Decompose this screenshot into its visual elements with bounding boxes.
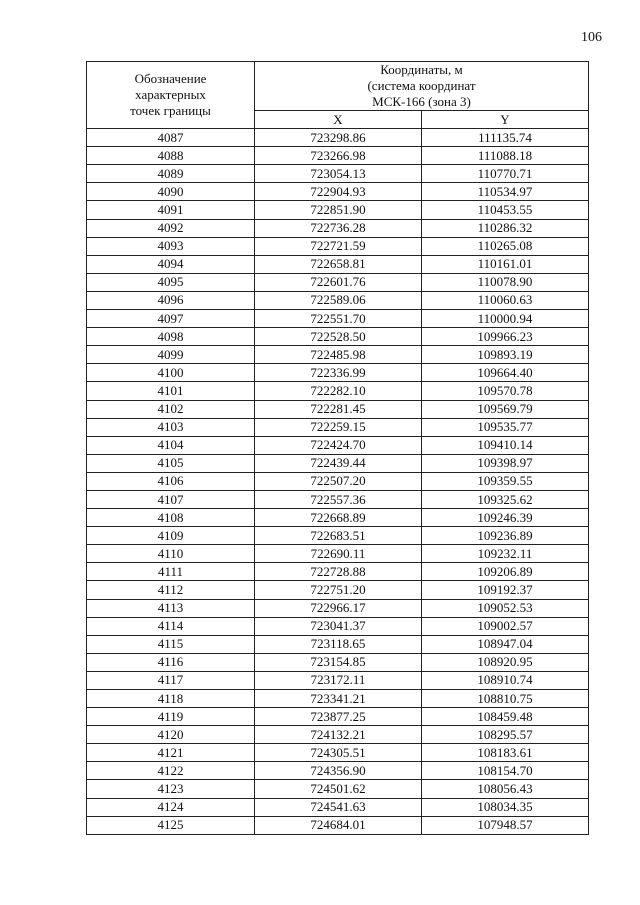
table-row [87, 798, 589, 816]
point-id-cell: 4118 [87, 690, 255, 708]
y-coordinate-cell: 109893.19 [422, 346, 589, 364]
x-coordinate-cell: 722601.76 [255, 273, 422, 291]
point-id-cell: 4089 [87, 165, 255, 183]
y-coordinate-cell: 109966.23 [422, 328, 589, 346]
table-row [87, 635, 589, 653]
point-id-cell: 4107 [87, 490, 255, 508]
x-coordinate-cell: 722336.99 [255, 364, 422, 382]
point-id-cell: 4125 [87, 816, 255, 834]
y-coordinate-cell: 110060.63 [422, 291, 589, 309]
x-coordinate-cell: 722282.10 [255, 382, 422, 400]
y-coordinate-cell: 111088.18 [422, 147, 589, 165]
table-row [87, 472, 589, 490]
x-coordinate-cell: 722658.81 [255, 255, 422, 273]
point-id-cell: 4103 [87, 418, 255, 436]
y-coordinate-cell: 108910.74 [422, 671, 589, 689]
point-id-cell: 4124 [87, 798, 255, 816]
point-id-cell: 4097 [87, 310, 255, 328]
y-coordinate-cell: 110265.08 [422, 237, 589, 255]
point-id-cell: 4120 [87, 726, 255, 744]
y-coordinate-cell: 109325.62 [422, 490, 589, 508]
point-designation-header-text: Обозначение характерных точек границы [130, 71, 211, 119]
point-id-cell: 4114 [87, 617, 255, 635]
point-id-cell: 4104 [87, 436, 255, 454]
table-row [87, 653, 589, 671]
y-coordinate-cell: 108056.43 [422, 780, 589, 798]
table-row [87, 545, 589, 563]
y-coordinate-cell: 108154.70 [422, 762, 589, 780]
point-id-cell: 4112 [87, 581, 255, 599]
table-row [87, 816, 589, 834]
x-coordinate-cell: 723118.65 [255, 635, 422, 653]
y-coordinate-cell: 108459.48 [422, 708, 589, 726]
y-coordinate-cell: 109570.78 [422, 382, 589, 400]
table-row [87, 726, 589, 744]
y-coordinate-cell: 109398.97 [422, 454, 589, 472]
table-row [87, 599, 589, 617]
y-coordinate-cell: 109359.55 [422, 472, 589, 490]
y-coordinate-cell: 110770.71 [422, 165, 589, 183]
x-coordinate-cell: 724132.21 [255, 726, 422, 744]
table-row [87, 762, 589, 780]
x-coordinate-cell: 723041.37 [255, 617, 422, 635]
x-coordinate-cell: 722851.90 [255, 201, 422, 219]
table-row [87, 527, 589, 545]
x-coordinate-cell: 723172.11 [255, 671, 422, 689]
table-row [87, 454, 589, 472]
point-id-cell: 4100 [87, 364, 255, 382]
point-id-cell: 4116 [87, 653, 255, 671]
point-id-cell: 4123 [87, 780, 255, 798]
table-row [87, 690, 589, 708]
table-row [87, 708, 589, 726]
y-coordinate-cell: 108920.95 [422, 653, 589, 671]
y-coordinate-cell: 108034.35 [422, 798, 589, 816]
x-column-header: X [255, 111, 422, 129]
x-coordinate-cell: 722751.20 [255, 581, 422, 599]
point-id-cell: 4119 [87, 708, 255, 726]
table-row [87, 617, 589, 635]
y-column-header: Y [422, 111, 589, 129]
point-id-cell: 4087 [87, 129, 255, 147]
point-id-cell: 4093 [87, 237, 255, 255]
x-coordinate-cell: 722728.88 [255, 563, 422, 581]
x-coordinate-cell: 722683.51 [255, 527, 422, 545]
point-id-cell: 4095 [87, 273, 255, 291]
point-id-cell: 4110 [87, 545, 255, 563]
point-id-cell: 4109 [87, 527, 255, 545]
table-row [87, 328, 589, 346]
y-coordinate-cell: 110453.55 [422, 201, 589, 219]
point-id-cell: 4113 [87, 599, 255, 617]
x-coordinate-cell: 723154.85 [255, 653, 422, 671]
y-coordinate-cell: 108295.57 [422, 726, 589, 744]
y-coordinate-cell: 109002.57 [422, 617, 589, 635]
table-row [87, 346, 589, 364]
point-id-cell: 4099 [87, 346, 255, 364]
point-id-cell: 4091 [87, 201, 255, 219]
y-coordinate-cell: 109232.11 [422, 545, 589, 563]
x-coordinate-cell: 722690.11 [255, 545, 422, 563]
point-id-cell: 4102 [87, 400, 255, 418]
table-row [87, 183, 589, 201]
table-row [87, 581, 589, 599]
point-id-cell: 4105 [87, 454, 255, 472]
table-row [87, 436, 589, 454]
x-coordinate-cell: 722966.17 [255, 599, 422, 617]
point-id-cell: 4111 [87, 563, 255, 581]
table-header [87, 62, 589, 129]
table-body [87, 129, 589, 835]
table-row [87, 147, 589, 165]
x-coordinate-cell: 723054.13 [255, 165, 422, 183]
table-row [87, 201, 589, 219]
table-row [87, 364, 589, 382]
y-coordinate-cell: 109535.77 [422, 418, 589, 436]
x-coordinate-cell: 722528.50 [255, 328, 422, 346]
y-coordinate-cell: 109206.89 [422, 563, 589, 581]
y-coordinate-cell: 109569.79 [422, 400, 589, 418]
table-row [87, 310, 589, 328]
table-row [87, 165, 589, 183]
y-coordinate-cell: 110286.32 [422, 219, 589, 237]
x-coordinate-cell: 722485.98 [255, 346, 422, 364]
table-row [87, 255, 589, 273]
x-coordinate-cell: 723266.98 [255, 147, 422, 165]
point-id-cell: 4117 [87, 671, 255, 689]
y-coordinate-cell: 108947.04 [422, 635, 589, 653]
x-coordinate-cell: 724356.90 [255, 762, 422, 780]
table-row [87, 237, 589, 255]
table-row [87, 291, 589, 309]
table-row [87, 273, 589, 291]
x-coordinate-cell: 722259.15 [255, 418, 422, 436]
table-row [87, 219, 589, 237]
x-coordinate-cell: 724684.01 [255, 816, 422, 834]
y-coordinate-cell: 110534.97 [422, 183, 589, 201]
x-coordinate-cell: 723298.86 [255, 129, 422, 147]
x-coordinate-cell: 722424.70 [255, 436, 422, 454]
x-coordinate-cell: 722439.44 [255, 454, 422, 472]
x-coordinate-cell: 723877.25 [255, 708, 422, 726]
x-coordinate-cell: 722589.06 [255, 291, 422, 309]
point-id-cell: 4088 [87, 147, 255, 165]
x-coordinate-cell: 722904.93 [255, 183, 422, 201]
x-coordinate-cell: 722281.45 [255, 400, 422, 418]
y-coordinate-cell: 109246.39 [422, 509, 589, 527]
x-coordinate-cell: 722736.28 [255, 219, 422, 237]
x-coordinate-cell: 722507.20 [255, 472, 422, 490]
table-row [87, 563, 589, 581]
point-id-cell: 4115 [87, 635, 255, 653]
table-row [87, 382, 589, 400]
y-coordinate-cell: 107948.57 [422, 816, 589, 834]
x-coordinate-cell: 722721.59 [255, 237, 422, 255]
table-row [87, 744, 589, 762]
point-id-cell: 4090 [87, 183, 255, 201]
point-id-cell: 4098 [87, 328, 255, 346]
y-coordinate-cell: 108810.75 [422, 690, 589, 708]
y-coordinate-cell: 109052.53 [422, 599, 589, 617]
table-row [87, 129, 589, 147]
point-id-cell: 4121 [87, 744, 255, 762]
y-coordinate-cell: 109192.37 [422, 581, 589, 599]
x-coordinate-cell: 723341.21 [255, 690, 422, 708]
coordinates-header-text: Координаты, м (система координат МСК-166 (зона 3) [367, 62, 476, 109]
y-coordinate-cell: 110161.01 [422, 255, 589, 273]
x-coordinate-cell: 724501.62 [255, 780, 422, 798]
x-coordinate-cell: 722551.70 [255, 310, 422, 328]
point-id-cell: 4092 [87, 219, 255, 237]
point-id-cell: 4094 [87, 255, 255, 273]
point-id-cell: 4101 [87, 382, 255, 400]
x-coordinate-cell: 722668.89 [255, 509, 422, 527]
point-designation-header [87, 62, 255, 129]
y-coordinate-cell: 109410.14 [422, 436, 589, 454]
y-coordinate-cell: 110078.90 [422, 273, 589, 291]
y-coordinate-cell: 111135.74 [422, 129, 589, 147]
point-id-cell: 4096 [87, 291, 255, 309]
table-row [87, 780, 589, 798]
table-row [87, 509, 589, 527]
x-coordinate-cell: 724541.63 [255, 798, 422, 816]
x-coordinate-cell: 722557.36 [255, 490, 422, 508]
coordinates-table [86, 61, 589, 835]
point-id-cell: 4108 [87, 509, 255, 527]
y-coordinate-cell: 109236.89 [422, 527, 589, 545]
y-coordinate-cell: 110000.94 [422, 310, 589, 328]
table-row [87, 418, 589, 436]
page-number: 106 [581, 30, 602, 45]
table-row [87, 490, 589, 508]
y-coordinate-cell: 109664.40 [422, 364, 589, 382]
point-id-cell: 4122 [87, 762, 255, 780]
table-row [87, 671, 589, 689]
x-coordinate-cell: 724305.51 [255, 744, 422, 762]
table-row [87, 400, 589, 418]
y-coordinate-cell: 108183.61 [422, 744, 589, 762]
coordinates-header [255, 62, 589, 111]
point-id-cell: 4106 [87, 472, 255, 490]
